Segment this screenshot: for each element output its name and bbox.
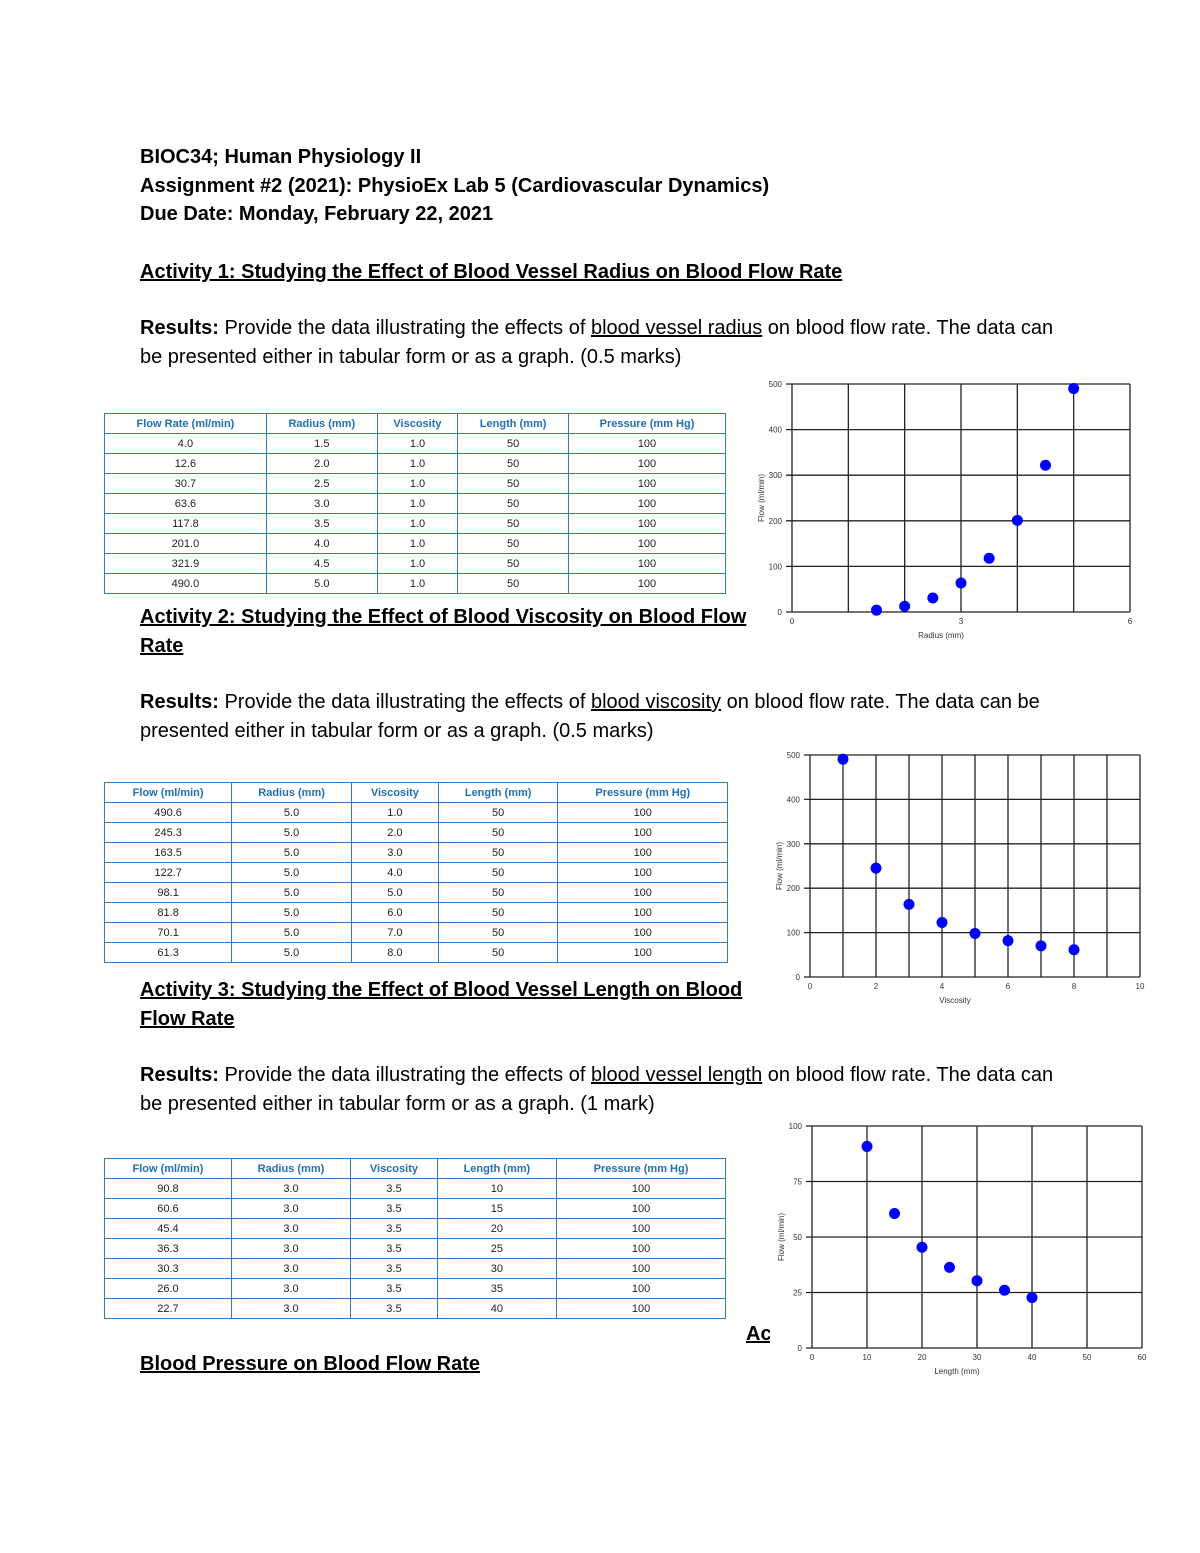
- x-tick-label: 8: [1071, 982, 1077, 991]
- x-tick-label: 20: [917, 1353, 927, 1362]
- table-cell: 3.0: [231, 1199, 350, 1219]
- table-cell: 30.3: [105, 1259, 232, 1279]
- table-cell: 100: [558, 803, 728, 823]
- x-axis-label: Length (mm): [934, 1367, 980, 1376]
- x-axis-label: Viscosity: [939, 996, 971, 1005]
- y-tick-label: 100: [786, 928, 800, 938]
- results-text-post: on blood flow rate. The data can be presented either in tabular form or as a graph. (0.5 marks): [140, 691, 1040, 742]
- x-tick-label: 30: [972, 1353, 982, 1362]
- table-cell: 3.0: [266, 494, 377, 514]
- course-title: BIOC34; Human Physiology II: [140, 146, 422, 168]
- table-cell: 1.5: [266, 434, 377, 454]
- data-point: [1003, 935, 1014, 946]
- table-cell: 490.0: [105, 574, 267, 594]
- table-row: [105, 534, 726, 554]
- column-header: Flow (ml/min): [105, 783, 232, 803]
- assignment-title: Assignment #2 (2021): PhysioEx Lab 5 (Cardiovascular Dynamics): [140, 175, 770, 197]
- x-tick-label: 6: [1005, 982, 1011, 991]
- results-text-pre: Provide the data illustrating the effects of: [218, 1064, 591, 1086]
- table-cell: 63.6: [105, 494, 267, 514]
- activity-2-title-line-1: Activity 2: Studying the Effect of Blood Viscosity on Blood Flow: [140, 606, 747, 628]
- table-cell: 30.7: [105, 474, 267, 494]
- table-row: [105, 803, 728, 823]
- table-cell: 50: [438, 883, 558, 903]
- table-row: [105, 554, 726, 574]
- data-point: [944, 1262, 955, 1273]
- column-header: Pressure (mm Hg): [558, 783, 728, 803]
- y-tick-label: 50: [793, 1233, 802, 1242]
- table-row: [105, 883, 728, 903]
- y-axis-label: Flow (ml/min): [775, 842, 784, 890]
- table-cell: 50: [438, 923, 558, 943]
- table-cell: 50: [438, 903, 558, 923]
- data-point: [1040, 460, 1051, 471]
- table-cell: 26.0: [105, 1279, 232, 1299]
- table-row: [105, 434, 726, 454]
- table-header-row: [105, 414, 726, 434]
- table-cell: 100: [558, 823, 728, 843]
- table-cell: 201.0: [105, 534, 267, 554]
- table-cell: 4.5: [266, 554, 377, 574]
- table-cell: 50: [458, 514, 569, 534]
- activity-3-title-line-1: Activity 3: Studying the Effect of Blood Vessel Length on Blood: [140, 979, 743, 1001]
- y-tick-label: 0: [795, 973, 800, 982]
- data-point: [904, 899, 915, 910]
- table-cell: 490.6: [105, 803, 232, 823]
- table-cell: 22.7: [105, 1299, 232, 1319]
- table-cell: 100: [569, 574, 726, 594]
- results-keyword: blood viscosity: [590, 691, 722, 713]
- table-cell: 30: [437, 1259, 556, 1279]
- table-cell: 10: [437, 1179, 556, 1199]
- column-header: Viscosity: [377, 414, 457, 434]
- table-cell: 1.0: [377, 474, 457, 494]
- table-cell: 5.0: [232, 863, 352, 883]
- y-tick-label: 300: [786, 839, 800, 849]
- table-cell: 117.8: [105, 514, 267, 534]
- data-point: [956, 577, 967, 588]
- table-cell: 3.5: [351, 1279, 438, 1299]
- table-cell: 3.0: [231, 1259, 350, 1279]
- table-cell: 3.0: [231, 1299, 350, 1319]
- table-cell: 3.5: [351, 1199, 438, 1219]
- data-point: [838, 754, 849, 765]
- y-tick-label: 500: [786, 751, 800, 760]
- table-row: [105, 903, 728, 923]
- results-keyword: blood vessel length: [590, 1064, 763, 1086]
- table-cell: 25: [437, 1239, 556, 1259]
- table-cell: 1.0: [377, 554, 457, 574]
- results-text-post: on blood flow rate. The data can be presented either in tabular form or as a graph. (1 mark): [140, 1064, 1054, 1115]
- y-tick-label: 0: [777, 608, 782, 617]
- table-cell: 6.0: [351, 903, 438, 923]
- table-cell: 100: [569, 514, 726, 534]
- table-cell: 3.0: [351, 843, 438, 863]
- table-cell: 100: [569, 434, 726, 454]
- table-cell: 5.0: [232, 803, 352, 823]
- table-cell: 3.5: [351, 1179, 438, 1199]
- data-point: [1027, 1292, 1038, 1303]
- data-point: [1036, 940, 1047, 951]
- activity-1-table: [104, 413, 726, 594]
- column-header: Radius (mm): [232, 783, 352, 803]
- table-cell: 100: [557, 1179, 726, 1199]
- table-cell: 4.0: [105, 434, 267, 454]
- table-cell: 3.5: [266, 514, 377, 534]
- table-cell: 100: [558, 903, 728, 923]
- table-cell: 50: [438, 803, 558, 823]
- table-cell: 100: [569, 454, 726, 474]
- data-point: [1068, 383, 1079, 394]
- table-cell: 100: [569, 474, 726, 494]
- y-tick-label: 400: [786, 795, 800, 805]
- table-cell: 50: [438, 843, 558, 863]
- table-cell: 20: [437, 1219, 556, 1239]
- table-cell: 163.5: [105, 843, 232, 863]
- table-row: [105, 1219, 726, 1239]
- table-cell: 15: [437, 1199, 556, 1219]
- table-cell: 3.5: [351, 1219, 438, 1239]
- table-cell: 3.0: [231, 1219, 350, 1239]
- table-cell: 50: [458, 494, 569, 514]
- table-cell: 50: [458, 454, 569, 474]
- x-tick-label: 50: [1082, 1353, 1092, 1362]
- y-tick-label: 500: [768, 380, 782, 389]
- table-cell: 100: [557, 1239, 726, 1259]
- table-cell: 98.1: [105, 883, 232, 903]
- table-cell: 100: [558, 843, 728, 863]
- table-cell: 100: [569, 554, 726, 574]
- table-row: [105, 574, 726, 594]
- table-row: [105, 474, 726, 494]
- table-cell: 1.0: [377, 514, 457, 534]
- x-tick-label: 0: [809, 1353, 815, 1362]
- table-cell: 2.0: [351, 823, 438, 843]
- activity-1-results: [140, 314, 1060, 372]
- x-tick-label: 40: [1027, 1353, 1037, 1362]
- x-tick-label: 60: [1137, 1353, 1147, 1362]
- table-cell: 3.5: [351, 1239, 438, 1259]
- y-tick-label: 100: [788, 1122, 802, 1131]
- table-cell: 1.0: [377, 494, 457, 514]
- table-cell: 5.0: [232, 883, 352, 903]
- table-cell: 5.0: [232, 903, 352, 923]
- column-header: Viscosity: [351, 1159, 438, 1179]
- table-cell: 7.0: [351, 923, 438, 943]
- data-point: [927, 593, 938, 604]
- table-header-row: [105, 1159, 726, 1179]
- table-cell: 50: [458, 474, 569, 494]
- table-cell: 40: [437, 1299, 556, 1319]
- data-point: [889, 1208, 900, 1219]
- activity-4-title-partial: Activity: [746, 1323, 819, 1345]
- table-cell: 100: [558, 883, 728, 903]
- table-cell: 5.0: [232, 943, 352, 963]
- table-cell: 1.0: [377, 534, 457, 554]
- x-tick-label: 6: [1127, 617, 1133, 626]
- results-label: Results:: [140, 317, 219, 339]
- table-cell: 100: [557, 1279, 726, 1299]
- table-row: [105, 514, 726, 534]
- results-text-pre: Provide the data illustrating the effects of: [218, 317, 591, 339]
- table-cell: 2.5: [266, 474, 377, 494]
- table-cell: 5.0: [232, 843, 352, 863]
- x-tick-label: 4: [939, 982, 945, 991]
- x-tick-label: 0: [789, 617, 795, 626]
- column-header: Radius (mm): [231, 1159, 350, 1179]
- table-row: [105, 454, 726, 474]
- activity-1-chart: [750, 376, 1145, 661]
- activity-2-chart: [770, 745, 1155, 1010]
- activity-3-table: [104, 1158, 726, 1319]
- table-cell: 245.3: [105, 823, 232, 843]
- table-cell: 5.0: [232, 823, 352, 843]
- table-cell: 1.0: [377, 434, 457, 454]
- table-cell: 8.0: [351, 943, 438, 963]
- data-point: [862, 1141, 873, 1152]
- data-point: [917, 1242, 928, 1253]
- table-cell: 122.7: [105, 863, 232, 883]
- table-cell: 3.0: [231, 1239, 350, 1259]
- table-row: [105, 823, 728, 843]
- column-header: Pressure (mm Hg): [557, 1159, 726, 1179]
- table-cell: 45.4: [105, 1219, 232, 1239]
- data-point: [984, 553, 995, 564]
- table-cell: 50: [438, 863, 558, 883]
- data-point: [871, 605, 882, 616]
- table-cell: 3.0: [231, 1279, 350, 1299]
- column-header: Viscosity: [351, 783, 438, 803]
- data-point: [1012, 515, 1023, 526]
- table-cell: 2.0: [266, 454, 377, 474]
- x-tick-label: 0: [807, 982, 813, 991]
- activity-3-title-line-2: Flow Rate: [140, 1008, 235, 1030]
- results-text-post: on blood flow rate. The data can be presented either in tabular form or as a graph. (0.5 marks): [140, 317, 1054, 368]
- table-cell: 1.0: [377, 574, 457, 594]
- results-label: Results:: [140, 691, 219, 713]
- activity-3-chart: [770, 1118, 1155, 1383]
- column-header: Pressure (mm Hg): [569, 414, 726, 434]
- table-cell: 100: [558, 923, 728, 943]
- results-label: Results:: [140, 1064, 219, 1086]
- table-cell: 90.8: [105, 1179, 232, 1199]
- column-header: Flow Rate (ml/min): [105, 414, 267, 434]
- table-cell: 50: [438, 823, 558, 843]
- y-tick-label: 75: [793, 1177, 802, 1187]
- table-row: [105, 943, 728, 963]
- table-row: [105, 923, 728, 943]
- table-cell: 36.3: [105, 1239, 232, 1259]
- y-tick-label: 25: [793, 1288, 802, 1298]
- y-tick-label: 0: [797, 1344, 802, 1353]
- table-cell: 100: [558, 943, 728, 963]
- activity-2-results: [140, 688, 1060, 746]
- table-cell: 50: [458, 434, 569, 454]
- table-cell: 81.8: [105, 903, 232, 923]
- x-tick-label: 2: [873, 982, 879, 991]
- table-cell: 100: [557, 1259, 726, 1279]
- data-point: [999, 1285, 1010, 1296]
- table-cell: 3.5: [351, 1299, 438, 1319]
- data-point: [871, 863, 882, 874]
- table-cell: 70.1: [105, 923, 232, 943]
- data-point: [937, 917, 948, 928]
- table-row: [105, 1279, 726, 1299]
- table-header-row: [105, 783, 728, 803]
- table-cell: 100: [557, 1219, 726, 1239]
- x-tick-label: 10: [1135, 982, 1145, 991]
- data-point: [899, 601, 910, 612]
- table-cell: 3.0: [231, 1179, 350, 1199]
- table-cell: 50: [458, 554, 569, 574]
- y-tick-label: 300: [768, 471, 782, 481]
- table-cell: 321.9: [105, 554, 267, 574]
- data-point: [1069, 944, 1080, 955]
- y-tick-label: 400: [768, 425, 782, 435]
- table-row: [105, 1259, 726, 1279]
- column-header: Flow (ml/min): [105, 1159, 232, 1179]
- y-tick-label: 100: [768, 562, 782, 572]
- x-tick-label: 3: [958, 617, 964, 626]
- table-cell: 100: [557, 1299, 726, 1319]
- table-cell: 50: [438, 943, 558, 963]
- activity-3-results: [140, 1061, 1060, 1119]
- column-header: Radius (mm): [266, 414, 377, 434]
- y-tick-label: 200: [786, 884, 800, 894]
- table-cell: 61.3: [105, 943, 232, 963]
- table-row: [105, 1239, 726, 1259]
- table-cell: 3.5: [351, 1259, 438, 1279]
- data-point: [972, 1275, 983, 1286]
- activity-1-title: Activity 1: Studying the Effect of Blood Vessel Radius on Blood Flow Rate: [140, 261, 843, 283]
- column-header: Length (mm): [437, 1159, 556, 1179]
- data-point: [970, 928, 981, 939]
- y-axis-label: Flow (ml/min): [777, 1213, 786, 1261]
- table-row: [105, 1199, 726, 1219]
- activity-4-title-line-2: Blood Pressure on Blood Flow Rate: [140, 1353, 481, 1375]
- table-cell: 100: [558, 863, 728, 883]
- table-row: [105, 843, 728, 863]
- table-cell: 35: [437, 1279, 556, 1299]
- y-tick-label: 200: [768, 516, 782, 526]
- table-row: [105, 1179, 726, 1199]
- due-date: Due Date: Monday, February 22, 2021: [140, 203, 494, 225]
- table-cell: 100: [569, 534, 726, 554]
- table-cell: 50: [458, 534, 569, 554]
- activity-2-title-line-2: Rate: [140, 635, 184, 657]
- table-cell: 100: [569, 494, 726, 514]
- table-cell: 4.0: [351, 863, 438, 883]
- table-cell: 5.0: [266, 574, 377, 594]
- table-cell: 12.6: [105, 454, 267, 474]
- table-cell: 5.0: [232, 923, 352, 943]
- x-axis-label: Radius (mm): [918, 631, 964, 640]
- table-cell: 1.0: [377, 454, 457, 474]
- table-row: [105, 1299, 726, 1319]
- activity-2-table: [104, 782, 728, 963]
- results-text-pre: Provide the data illustrating the effects of: [218, 691, 591, 713]
- column-header: Length (mm): [458, 414, 569, 434]
- table-row: [105, 863, 728, 883]
- table-cell: 60.6: [105, 1199, 232, 1219]
- y-axis-label: Flow (ml/min): [757, 474, 766, 522]
- table-row: [105, 494, 726, 514]
- x-tick-label: 10: [862, 1353, 872, 1362]
- table-cell: 4.0: [266, 534, 377, 554]
- results-keyword: blood vessel radius: [590, 317, 763, 339]
- table-cell: 1.0: [351, 803, 438, 823]
- table-cell: 5.0: [351, 883, 438, 903]
- table-cell: 50: [458, 574, 569, 594]
- column-header: Length (mm): [438, 783, 558, 803]
- table-cell: 100: [557, 1199, 726, 1219]
